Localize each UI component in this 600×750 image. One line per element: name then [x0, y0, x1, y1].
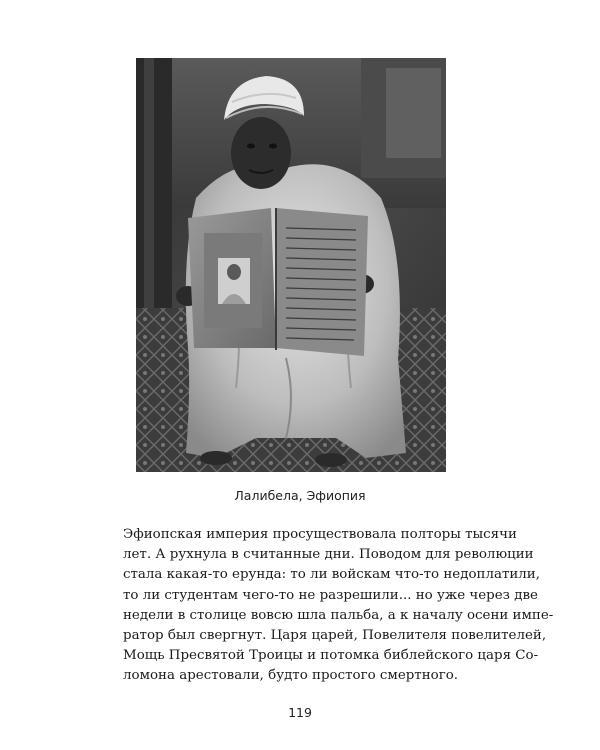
text-line: то ли студентам чего-то не разрешили... но уже через две: [123, 587, 538, 603]
body-paragraph: [123, 525, 554, 687]
text-line: стала какая-то ерунда: то ли войскам что-то недоплатили,: [123, 567, 540, 583]
text-line: недели в столице вовсю шла пальба, а к началу осени импе-: [123, 607, 554, 623]
text-line: Мощь Пресвятой Троицы и потомка библейского царя Со-: [123, 648, 539, 664]
text-line: лет. А рухнула в считанные дни. Поводом для революции: [123, 547, 534, 563]
photo-caption: Лалибела, Эфиопия: [234, 488, 366, 503]
text-line: ратор был свергнут. Царя царей, Повелителя повелителей,: [123, 628, 547, 644]
text-line: ломона арестовали, будто простого смертного.: [123, 668, 459, 684]
text-line: Эфиопская империя просуществовала полторы тысячи: [123, 527, 517, 542]
photograph-icon: [136, 58, 446, 472]
photograph: [136, 58, 446, 472]
page-number: 119: [288, 705, 312, 720]
